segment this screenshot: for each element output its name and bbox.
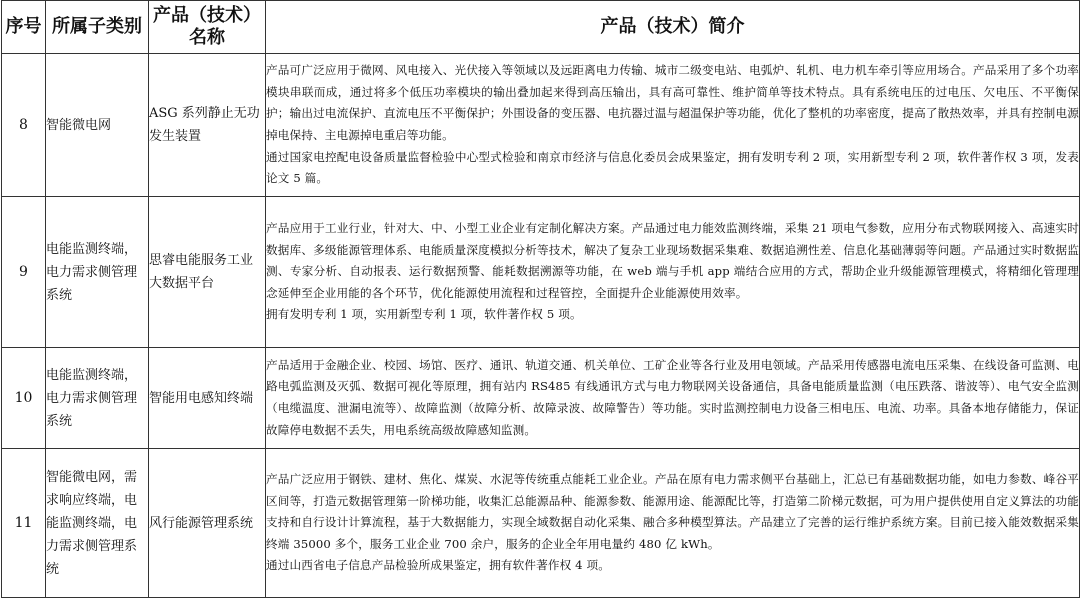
table-row xyxy=(2,197,1080,348)
header-product-name: 产品（技术）名称 xyxy=(149,1,266,54)
row-product-name: 思睿电能服务工业大数据平台 xyxy=(149,197,266,348)
description-paragraph: 产品应用于工业行业，针对大、中、小型工业企业有定制化解决方案。产品通过电力能效监测终端，采集 21 项电气参数，应用分布式物联网接入、高速实时数据库、多级能源管理体系、电能质量深度模拟分析等技术，解决了复杂工业现场数据采集难、数据追溯性差、信息化基础薄弱等问题。产品通过实时数据监测、专家分析、自动报表、运行数据预警、能耗数据溯源等功能，在 web 端与手机 app 端结合应用的方式，帮助企业升级能源管理模式，将精细化管理理念延伸至企业用能的各个环节，优化能源使用流程和过程管控，全面提升企业能源使用效率。 xyxy=(266,221,1079,300)
table-row xyxy=(2,348,1080,449)
description-paragraph: 通过国家电控配电设备质量监督检验中心型式检验和南京市经济与信息化委员会成果鉴定，拥有发明专利 2 项，实用新型专利 2 项，软件著作权 3 项，发表论文 5 篇。 xyxy=(266,149,1079,186)
description-paragraph: 产品可广泛应用于微网、风电接入、光伏接入等领域以及远距离电力传输、城市二级变电站、电弧炉、轧机、电力机车牵引等应用场合。产品采用了多个功率模块串联而成，通过将多个低压功率模块的输出叠加起来得到高压输出，具有高可靠性、维护简单等技术特点。具有系统电压的过电压、欠电压、不平衡保护；输出过电流保护、直流电压不平衡保护；外围设备的变压器、电抗器过温与超温保护等功能，优化了整机的功率密度，提高了散热效率，并具有控制电源掉电保持、主电源掉电重启等功能。 xyxy=(266,63,1079,142)
table-row xyxy=(2,449,1080,598)
row-category: 电能监测终端，电力需求侧管理系统 xyxy=(46,197,149,348)
description-paragraph: 产品适用于金融企业、校园、场馆、医疗、通讯、轨道交通、机关单位、工矿企业等各行业及用电领域。产品采用传感器电流电压采集、在线设备可监测、电路电弧监测及灭弧、数据可视化等原理，拥有站内 RS485 有线通讯方式与电力物联网关设备通信，具备电能质量监测（电压跌落、谐波等）、电气安全监测（电缆温度、泄漏电流等）、故障监测（故障分析、故障录波、故障警告）等功能。实时监测控制电力设备三相电压、电流、功率。具备本地存储能力，保证故障停电数据不丢失，用电系统高级故障感知监测。 xyxy=(266,357,1079,437)
description-paragraph: 拥有发明专利 1 项，实用新型专利 1 项，软件著作权 5 项。 xyxy=(266,307,582,322)
header-product-description: 产品（技术）简介 xyxy=(266,1,1080,54)
row-serial-number: 8 xyxy=(2,54,46,197)
table-body xyxy=(2,54,1080,598)
row-product-description xyxy=(266,348,1080,449)
header-category: 所属子类别 xyxy=(46,1,149,54)
row-product-description xyxy=(266,449,1080,598)
table-row xyxy=(2,54,1080,197)
row-product-name: 智能用电感知终端 xyxy=(149,348,266,449)
row-category: 智能微电网，需求响应终端，电能监测终端，电力需求侧管理系统 xyxy=(46,449,149,598)
description-paragraph: 产品广泛应用于钢铁、建材、焦化、煤炭、水泥等传统重点能耗工业企业。产品在原有电力需求侧平台基础上，汇总已有基础数据功能，如电力参数、峰谷平区间等，打造元数据管理第一阶梯功能，收集汇总能源品种、能源参数、能源用途、能源配比等，打造第二阶梯元数据，可为用户提供使用自定义算法的功能支持和自行设计计算流程，基于大数据能力，实现全域数据自动化采集、融合多种模型算法。产品建立了完善的运行维护系统方案。目前已接入能效数据采集终端 35000 多个，服务工业企业 700 余户，服务的企业全年用电量约 480 亿 kWh。 xyxy=(266,472,1079,551)
header-serial-number: 序号 xyxy=(2,1,46,54)
header-row xyxy=(2,1,1080,54)
description-paragraph: 通过山西省电子信息产品检验所成果鉴定，拥有软件著作权 4 项。 xyxy=(266,558,611,573)
row-serial-number: 11 xyxy=(2,449,46,598)
row-product-name: 风行能源管理系统 xyxy=(149,449,266,598)
table-header xyxy=(2,1,1080,54)
row-product-name: ASG 系列静止无功发生装置 xyxy=(149,54,266,197)
row-serial-number: 10 xyxy=(2,348,46,449)
row-serial-number: 9 xyxy=(2,197,46,348)
row-product-description xyxy=(266,54,1080,197)
row-category: 电能监测终端，电力需求侧管理系统 xyxy=(46,348,149,449)
row-product-description xyxy=(266,197,1080,348)
row-category: 智能微电网 xyxy=(46,54,149,197)
product-table xyxy=(1,0,1080,598)
